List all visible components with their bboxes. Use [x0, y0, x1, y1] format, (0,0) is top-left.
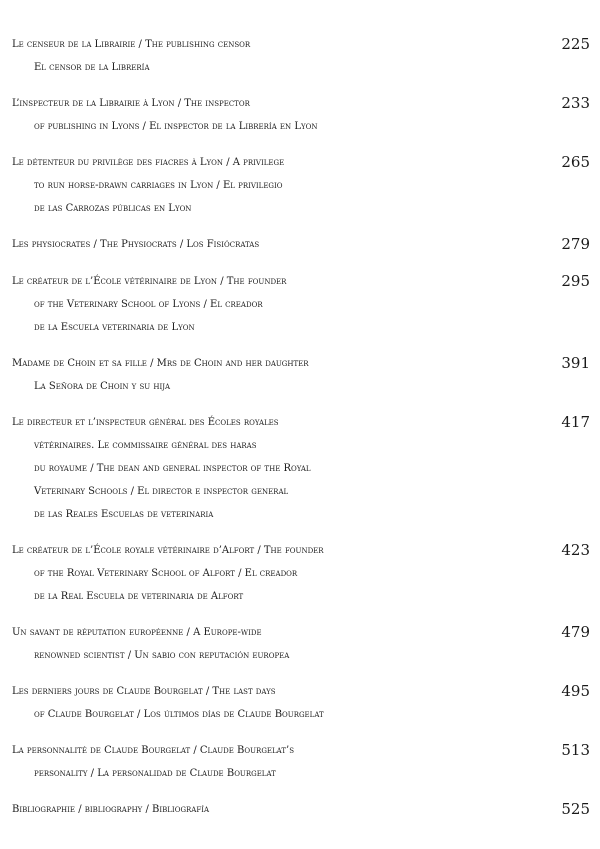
toc-entry: [12, 680, 590, 726]
toc-entry-title-line: personality / La personalidad de Claude Bourgelat: [34, 768, 276, 779]
toc-entry-title-line: Le censeur de la Librairie / The publishing censor: [12, 39, 251, 50]
toc-entry: [12, 270, 590, 339]
toc-entry-title-line: Veterinary Schools / El director e inspector general: [34, 486, 289, 497]
toc-entry-title-line: vétérinaires. Le commissaire général des haras: [34, 440, 257, 451]
toc-entry-title-line: of publishing in Lyons / El inspector de la Librería en Lyon: [34, 121, 318, 132]
toc-entry-title-line: Madame de Choin et sa fille / Mrs de Choin and her daughter: [12, 358, 309, 369]
toc-entry-title-line: du royaume / The dean and general inspector of the Royal: [34, 463, 311, 474]
toc-entry-title-line: de las Reales Escuelas de veterinaria: [34, 509, 214, 520]
toc-entry: [12, 539, 590, 608]
toc-page-number: 391: [561, 354, 590, 372]
toc-entry-title-line: La Señora de Choin y su hija: [34, 381, 171, 392]
toc-entry-title-line: to run horse-drawn carriages in Lyon / El privilegio: [34, 180, 283, 191]
toc-entry-title-line: de las Carrozas públicas en Lyon: [34, 203, 192, 214]
toc-entry: [12, 621, 590, 667]
toc-entry-title-line: Le directeur et l’inspecteur général des Écoles royales: [12, 417, 279, 428]
toc-entry-title-line: L’inspecteur de la Librairie à Lyon / The inspector: [12, 98, 250, 109]
toc-entry-title-line: Les physiocrates / The Physiocrats / Los Fisiócratas: [12, 239, 260, 250]
toc-entry-title-line: Un savant de réputation européenne / A Europe-wide: [12, 627, 262, 638]
toc-entry-title-line: Le créateur de l’École royale vétérinaire d’Alfort / The founder: [12, 545, 324, 556]
toc-entry-title-line: de la Escuela veterinaria de Lyon: [34, 322, 195, 333]
toc-entry-title-line: of Claude Bourgelat / Los últimos días de Claude Bourgelat: [34, 709, 324, 720]
toc-entry-title-line: of the Veterinary School of Lyons / El creador: [34, 299, 263, 310]
toc-page-number: 495: [561, 682, 590, 700]
toc-entry: [12, 92, 590, 138]
toc-page-number: 479: [561, 623, 590, 641]
toc-entry: [12, 151, 590, 220]
toc-entry-title-line: Le créateur de l’École vétérinaire de Lyon / The founder: [12, 276, 287, 287]
toc-entry: [12, 739, 590, 785]
toc-entry: [12, 798, 590, 821]
toc-entry-title-line: Les derniers jours de Claude Bourgelat / The last days: [12, 686, 276, 697]
toc-page-number: 295: [561, 272, 590, 290]
toc-entry-title-line: Le détenteur du privilège des fiacres à Lyon / A privilege: [12, 157, 285, 168]
toc-page-number: 525: [561, 800, 590, 818]
toc-entry-title-line: Bibliographie / bibliography / Bibliografía: [12, 804, 210, 815]
toc-entry: [12, 352, 590, 398]
toc-page-number: 225: [561, 35, 590, 53]
toc-page-number: 513: [561, 741, 590, 759]
toc-entry-title-line: of the Royal Veterinary School of Alfort / El creador: [34, 568, 298, 579]
toc-entry-title-line: La personnalité de Claude Bourgelat / Claude Bourgelat’s: [12, 745, 294, 756]
toc-entry-title-line: renowned scientist / Un sabio con reputación europea: [34, 650, 290, 661]
toc-page-number: 279: [561, 235, 590, 253]
toc-entry: [12, 233, 590, 256]
toc-page-number: 423: [561, 541, 590, 559]
toc-entry: [12, 33, 590, 79]
toc-entry: [12, 411, 590, 526]
toc-page-number: 233: [561, 94, 590, 112]
toc-entry-title-line: de la Real Escuela de veterinaria de Alfort: [34, 591, 244, 602]
toc-page-number: 265: [561, 153, 590, 171]
toc-page-number: 417: [561, 413, 590, 431]
toc-entry-title-line: El censor de la Librería: [34, 62, 150, 73]
